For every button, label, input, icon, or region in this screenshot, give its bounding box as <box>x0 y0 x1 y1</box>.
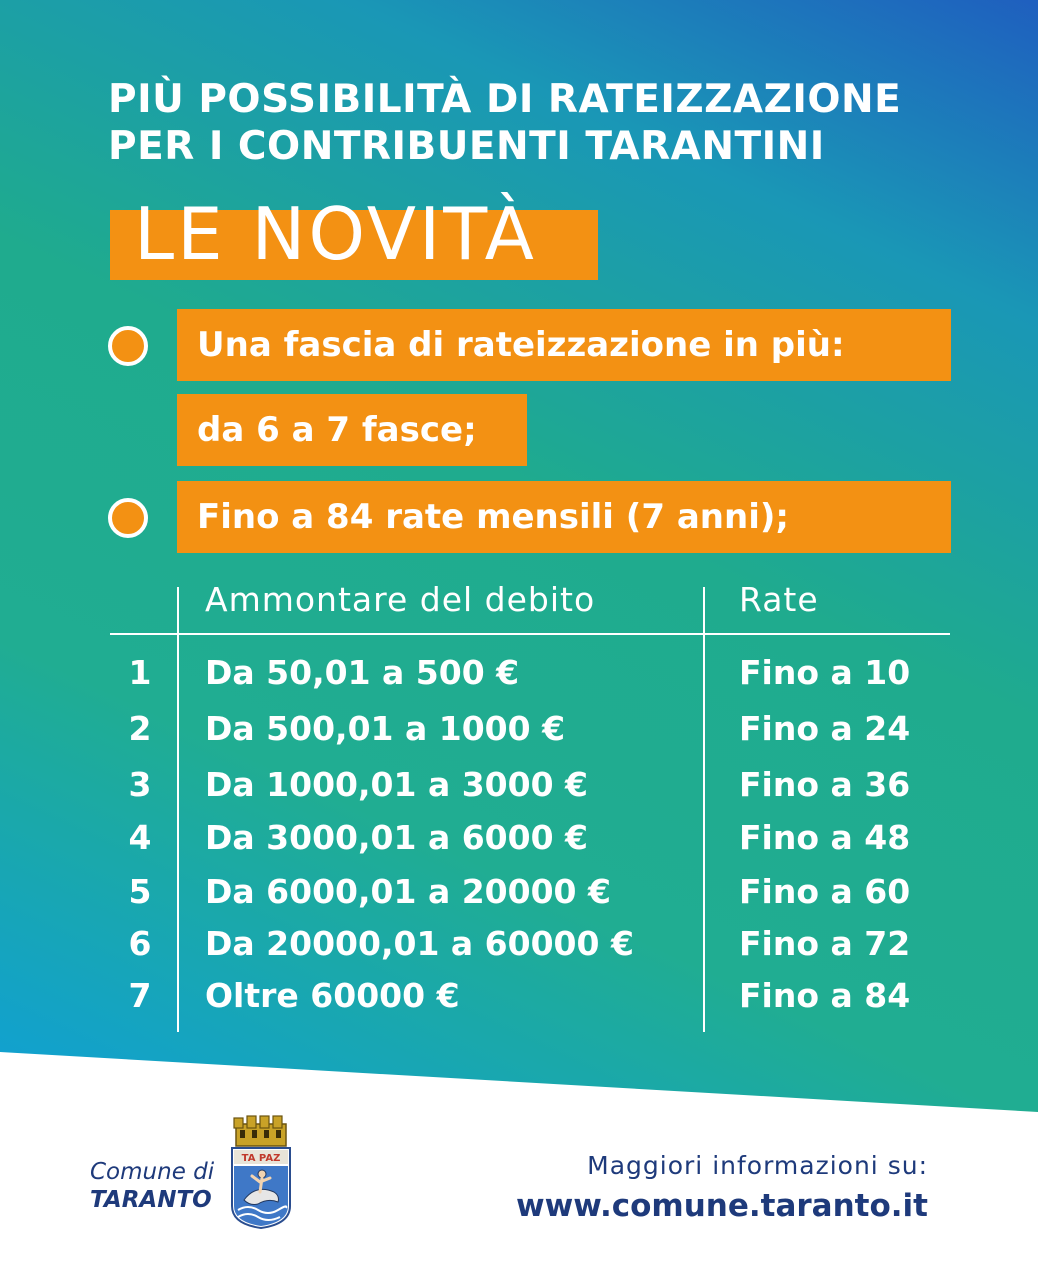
row-rate: Fino a 36 <box>739 765 911 804</box>
row-amount: Da 20000,01 a 60000 € <box>205 924 634 963</box>
row-amount: Oltre 60000 € <box>205 976 460 1015</box>
comune-logo-text <box>90 1158 214 1214</box>
table-row <box>0 647 1038 699</box>
comune-name: TARANTO <box>90 1187 212 1213</box>
table-header-rate: Rate <box>739 580 819 619</box>
table-header-rule <box>110 633 950 635</box>
taranto-coat-of-arms-icon <box>228 1114 294 1230</box>
table-row <box>0 970 1038 1022</box>
table-row <box>0 918 1038 970</box>
row-rate: Fino a 48 <box>739 818 911 857</box>
row-rate: Fino a 60 <box>739 872 911 911</box>
table-row <box>0 812 1038 864</box>
bullet-circle-icon <box>108 326 148 366</box>
row-rate: Fino a 10 <box>739 653 911 692</box>
row-number: 1 <box>128 653 152 692</box>
row-rate: Fino a 72 <box>739 924 911 963</box>
row-amount: Da 6000,01 a 20000 € <box>205 872 611 911</box>
row-rate: Fino a 84 <box>739 976 911 1015</box>
comune-line-1: Comune di <box>90 1159 215 1185</box>
bullet-circle-icon <box>108 498 148 538</box>
bullet-1-text: Una fascia di rateizzazione in più: <box>177 309 951 381</box>
more-info <box>516 1150 928 1226</box>
row-number: 6 <box>128 924 152 963</box>
bullet-2-text: Fino a 84 rate mensili (7 anni); <box>177 481 951 553</box>
row-rate: Fino a 24 <box>739 709 911 748</box>
svg-text:TA PAZ: TA PAZ <box>241 1153 281 1164</box>
row-number: 4 <box>128 818 152 857</box>
row-number: 3 <box>128 765 152 804</box>
row-number: 5 <box>128 872 152 911</box>
bullet-1-continuation: da 6 a 7 fasce; <box>177 394 527 466</box>
row-amount: Da 3000,01 a 6000 € <box>205 818 588 857</box>
headline-line-2: PER I CONTRIBUENTI TARANTINI <box>108 124 825 169</box>
news-label: LE NOVITÀ <box>134 192 537 276</box>
table-row <box>0 759 1038 811</box>
table-row <box>0 703 1038 755</box>
row-number: 2 <box>128 709 152 748</box>
more-info-label: Maggiori informazioni su: <box>587 1151 928 1180</box>
row-amount: Da 50,01 a 500 € <box>205 653 520 692</box>
table-header-amount: Ammontare del debito <box>205 580 596 619</box>
row-number: 7 <box>128 976 152 1015</box>
website-link[interactable]: www.comune.taranto.it <box>516 1188 928 1224</box>
headline <box>108 76 988 170</box>
table-row <box>0 866 1038 918</box>
headline-line-1: PIÙ POSSIBILITÀ DI RATEIZZAZIONE <box>108 77 902 122</box>
row-amount: Da 1000,01 a 3000 € <box>205 765 588 804</box>
row-amount: Da 500,01 a 1000 € <box>205 709 566 748</box>
